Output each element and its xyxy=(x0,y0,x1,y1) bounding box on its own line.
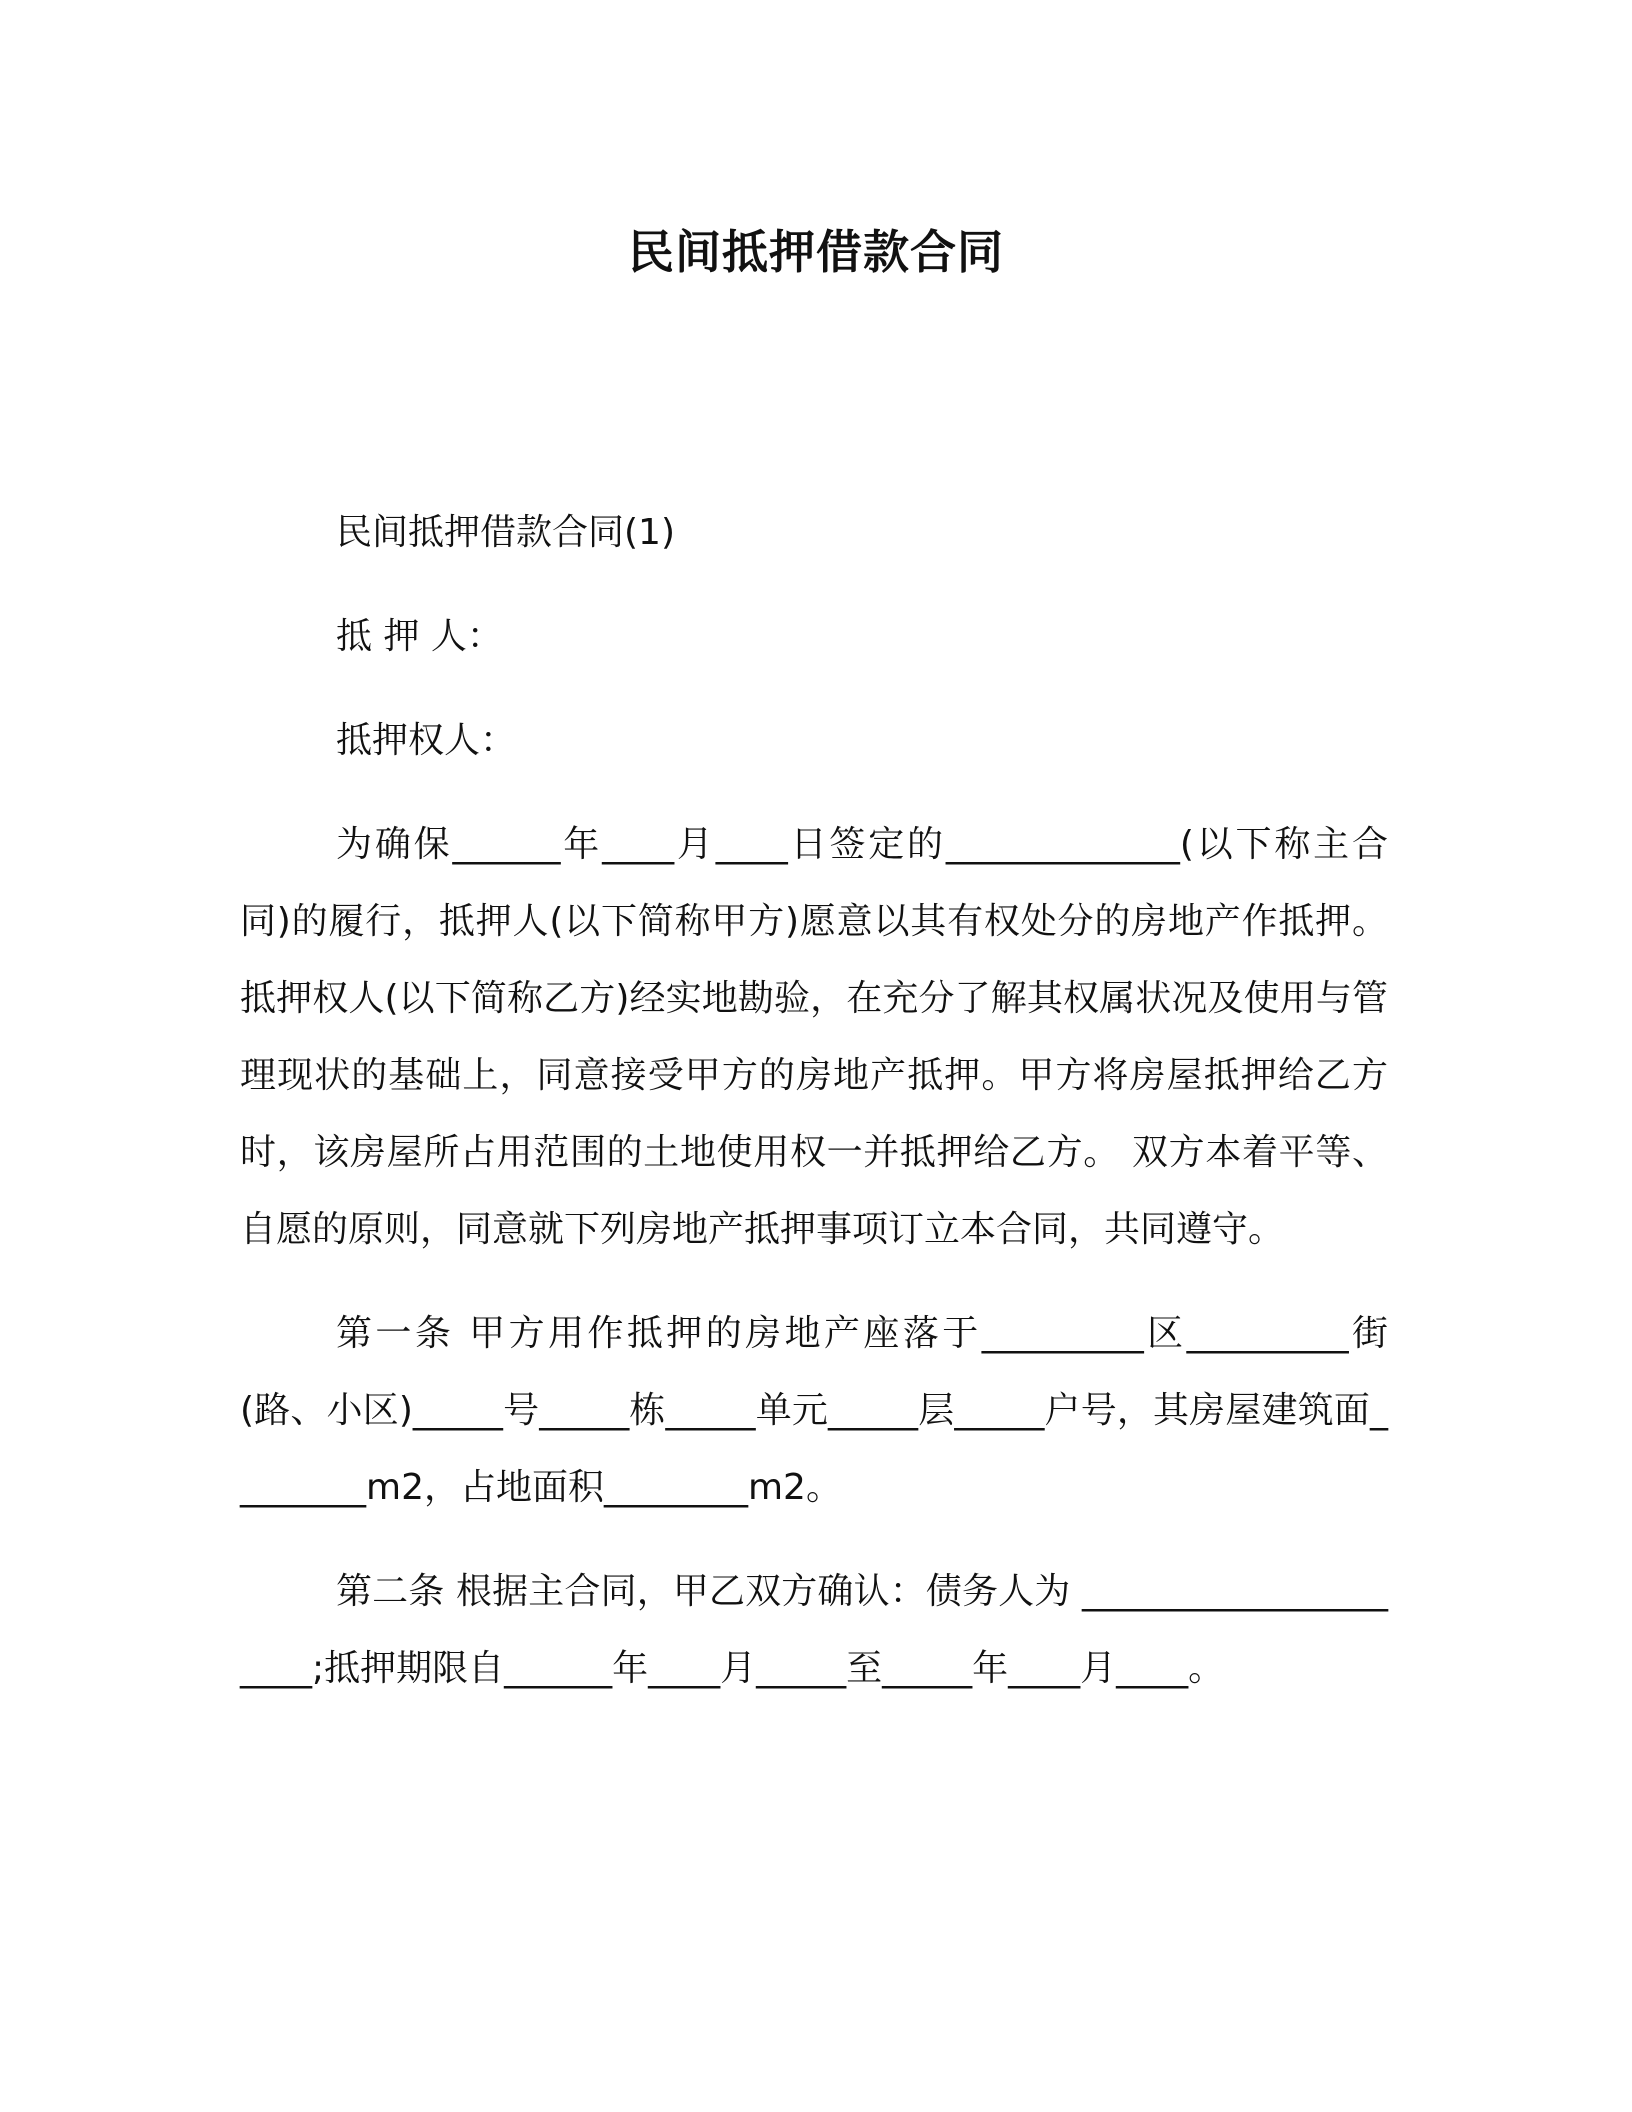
mortgagee-line: 抵押权人： xyxy=(336,720,517,761)
mortgagor-line: 抵 押 人： xyxy=(336,616,503,657)
contract-subtitle: 民间抵押借款合同(1) xyxy=(336,512,675,553)
preamble-paragraph: 为确保______年____月____日签定的_____________(以下称主合同)的履行，抵押人(以下简称甲方)愿意以其有权处分的房地产作抵押。抵押权人(以下简称乙方)经实地勘验，在充分了解其权属状况及使用与管理现状的基础上，同意接受甲方的房地产抵押。甲方将房屋抵押给乙方时，该房屋所占用范围的土地使用权一并抵押给乙方。 双方本着平等、自愿的原则，同意就下列房地产抵押事项订立本合同，共同遵守。 xyxy=(240,824,1388,1250)
document-body xyxy=(240,494,1388,1734)
article-two-paragraph: 第二条 根据主合同，甲乙双方确认：债务人为 _____________________;抵押期限自______年____月_____至_____年____月____。 xyxy=(240,1571,1388,1689)
article-one-paragraph: 第一条 甲方用作抵押的房地产座落于_________区_________街(路、小区)_____号_____栋_____单元_____层_____户号，其房屋建筑面________m2，占地面积________m2。 xyxy=(240,1313,1388,1508)
document-title: 民间抵押借款合同 xyxy=(628,225,1004,279)
